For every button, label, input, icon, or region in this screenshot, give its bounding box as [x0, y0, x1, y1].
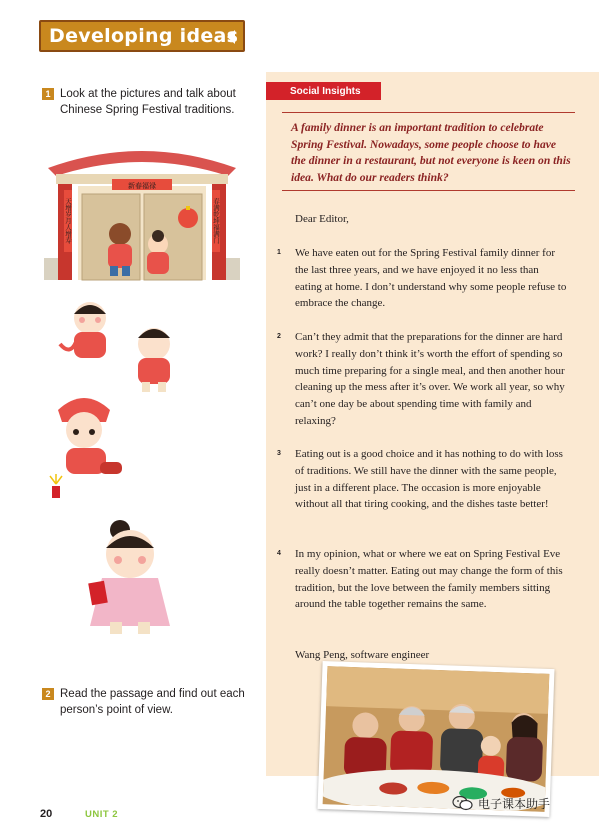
letter-paragraph: Can’t they admit that the preparations for the dinner are hard work? I really don’t think it’s worth the effort of spending so much time preparing for a single meal, and then another hour cleaning up the mess after it’s over. We work all year, so why can’t one day be about spending time with family and relaxing? [295, 331, 565, 427]
festive-door-illustration [42, 138, 242, 283]
unit-label: UNIT 2 [85, 809, 119, 820]
page-number: 20 [40, 808, 53, 820]
child-figure [60, 302, 106, 358]
section-title: Developing ideas [49, 25, 239, 47]
letter-salutation: Dear Editor, [295, 213, 349, 225]
paragraph-number: 4 [277, 550, 281, 557]
firecracker [52, 486, 60, 498]
article-intro: A family dinner is an important tradition to celebrate Spring Festival. Nowadays, some people choose to have the dinner in a restaurant, but not everyone is keen on this idea. What do our readers think? [291, 121, 571, 184]
section-label: Social Insights [266, 82, 381, 100]
child-figure [138, 328, 170, 392]
letter-signature: Wang Peng, software engineer [295, 649, 430, 661]
watermark [452, 792, 586, 814]
couplet-right-text: 春满乾坤福满门 [212, 198, 220, 244]
wechat-icon [452, 795, 474, 811]
divider [282, 190, 575, 191]
door-banner-text: 新春福禄 [128, 182, 156, 190]
task-instruction: Look at the pictures and talk about Chinese Spring Festival traditions. [60, 88, 236, 116]
paragraph-number: 1 [277, 249, 281, 256]
child-red-envelope-illustration [82, 514, 178, 640]
divider [282, 112, 575, 113]
letter-paragraph: Eating out is a good choice and it has nothing to do with loss of traditions. We still have the dinner with the same people, just in a different place. The occasion is more enjoyable without all that tiring cooking, and the dishes taste better! [295, 448, 563, 511]
paragraph-number: 3 [277, 450, 281, 457]
roof-eave [48, 151, 236, 176]
child-figure [58, 398, 122, 474]
watermark-text: 电子课本助手 [478, 796, 551, 811]
back-arrow-icon[interactable] [227, 30, 235, 44]
letter-paragraph: In my opinion, what or where we eat on Spring Festival Eve really doesn’t matter. Eating out may change the form of this tradition, but the love between the family members sitting around the table together remains the same. [295, 548, 563, 611]
section-banner [39, 20, 245, 52]
letter-paragraph: We have eaten out for the Spring Festival family dinner for the last three years, and we have enjoyed it no less than eating at home. I don’t understand why some people refuse to embrace the change. [295, 247, 567, 310]
task-number-badge: 2 [42, 688, 54, 700]
task-number-badge: 1 [42, 88, 54, 100]
child-firecracker-illustration [40, 392, 150, 502]
couplet-left-text: 天增岁月人增寿 [64, 198, 72, 244]
paragraph-number: 2 [277, 333, 281, 340]
child-figure [90, 520, 170, 634]
task-instruction: Read the passage and find out each person’s point of view. [60, 688, 245, 716]
family-dinner-scene [323, 666, 550, 812]
children-playing-illustration [50, 296, 200, 396]
